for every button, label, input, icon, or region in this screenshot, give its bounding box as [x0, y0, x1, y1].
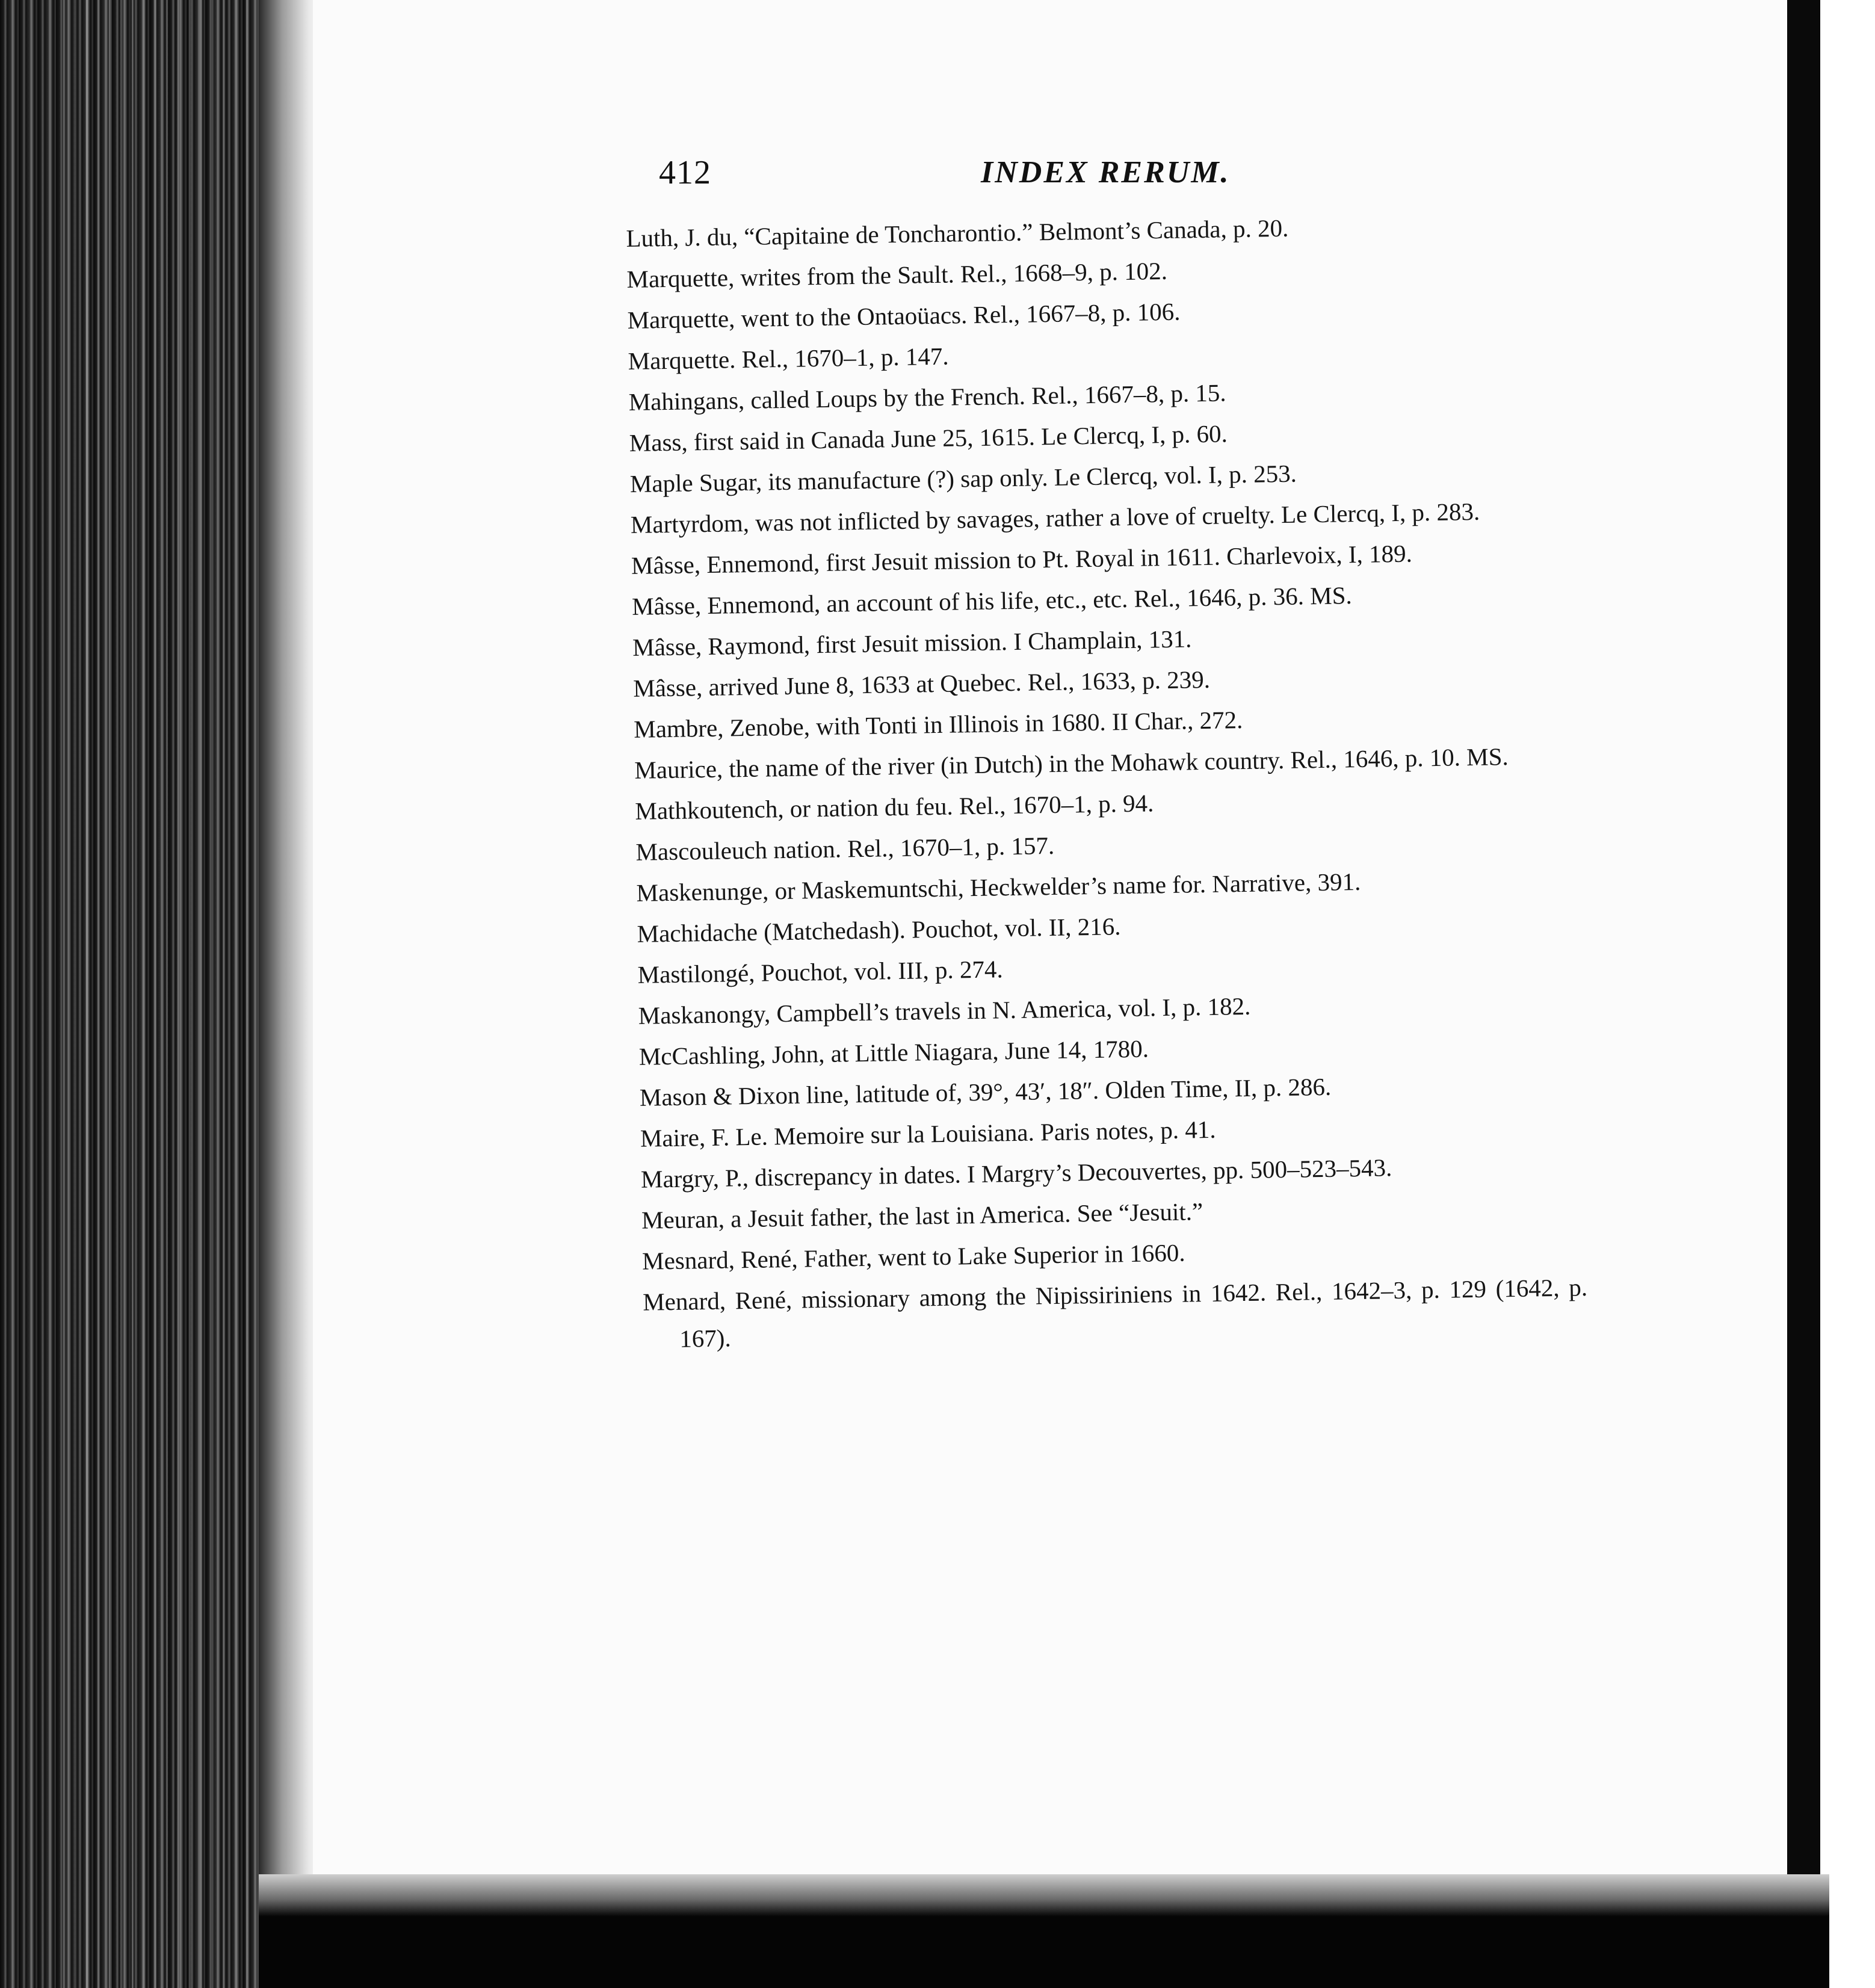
index-entry: Machidache (Matchedash). Pouchot, vol. II, 216.	[637, 912, 1121, 948]
index-entry: Marquette. Rel., 1670–1, p. 147.	[628, 342, 949, 375]
index-entry: Mass, first said in Canada June 25, 1615. Le Clercq, I, p. 60.	[629, 419, 1228, 457]
index-entry: Mâsse, Ennemond, an account of his life, etc., etc. Rel., 1646, p. 36. MS.	[631, 581, 1353, 620]
page-number: 412	[659, 154, 711, 191]
index-entry: Mascouleuch nation. Rel., 1670–1, p. 157.	[635, 831, 1055, 866]
index-entry: Mason & Dixon line, latitude of, 39°, 43′, 18″. Olden Time, II, p. 286.	[639, 1072, 1332, 1111]
bottom-edge	[259, 1874, 1829, 1988]
bottom-edge-highlight	[259, 1874, 1829, 1916]
index-entry: Menard, René, missionary among the Nipissiriniens in 1642. Rel., 1642–3, p. 129 (1642, p. 167).	[642, 1273, 1588, 1353]
book-fore-edge	[0, 0, 283, 1988]
index-entry: Mambre, Zenobe, with Tonti in Illinois in 1680. II Char., 272.	[633, 706, 1243, 743]
index-entry: Mesnard, René, Father, went to Lake Superior in 1660.	[641, 1238, 1185, 1275]
index-entry: Maskenunge, or Maskemuntschi, Heckwelder’s name for. Narrative, 391.	[636, 867, 1361, 907]
fore-edge-streaks	[54, 0, 265, 1988]
index-entry: Martyrdom, was not inflicted by savages, rather a love of cruelty. Le Clercq, I, p. 283.	[630, 497, 1480, 539]
index-entry: Mâsse, arrived June 8, 1633 at Quebec. Rel., 1633, p. 239.	[632, 665, 1211, 702]
index-entry: Mâsse, Ennemond, first Jesuit mission to Pt. Royal in 1611. Charlevoix, I, 189.	[631, 539, 1413, 579]
right-scan-margin	[1820, 0, 1875, 1988]
index-entry: Maurice, the name of the river (in Dutch) in the Mohawk country. Rel., 1646, p. 10. MS.	[634, 742, 1509, 784]
index-entry: Luth, J. du, “Capitaine de Toncharontio.” Belmont’s Canada, p. 20.	[626, 214, 1289, 252]
index-entries	[626, 205, 1589, 1361]
index-entry: Maskanongy, Campbell’s travels in N. America, vol. I, p. 182.	[638, 992, 1251, 1030]
index-entry: Meuran, a Jesuit father, the last in America. See “Jesuit.”	[641, 1197, 1203, 1234]
index-entry: Marquette, writes from the Sault. Rel., 1668–9, p. 102.	[626, 256, 1168, 293]
index-entry: Mâsse, Raymond, first Jesuit mission. I Champlain, 131.	[632, 625, 1192, 661]
index-entry: Mahingans, called Loups by the French. Rel., 1667–8, p. 15.	[628, 378, 1226, 416]
running-head: INDEX RERUM.	[981, 155, 1231, 190]
index-entry: Mathkoutench, or nation du feu. Rel., 1670–1, p. 94.	[635, 789, 1154, 825]
index-entry: Maple Sugar, its manufacture (?) sap only. Le Clercq, vol. I, p. 253.	[629, 459, 1297, 498]
index-entry: McCashling, John, at Little Niagara, June 14, 1780.	[638, 1034, 1149, 1070]
index-entry: Maire, F. Le. Memoire sur la Louisiana. Paris notes, p. 41.	[640, 1115, 1216, 1152]
page-header	[659, 153, 1273, 202]
right-page-edge	[1787, 0, 1820, 1988]
index-entry: Margry, P., discrepancy in dates. I Margry’s Decouvertes, pp. 500–523–543.	[640, 1153, 1392, 1193]
index-entry: Marquette, went to the Ontaoüacs. Rel., 1667–8, p. 106.	[627, 297, 1181, 334]
index-entry: Mastilongé, Pouchot, vol. III, p. 274.	[637, 955, 1003, 989]
